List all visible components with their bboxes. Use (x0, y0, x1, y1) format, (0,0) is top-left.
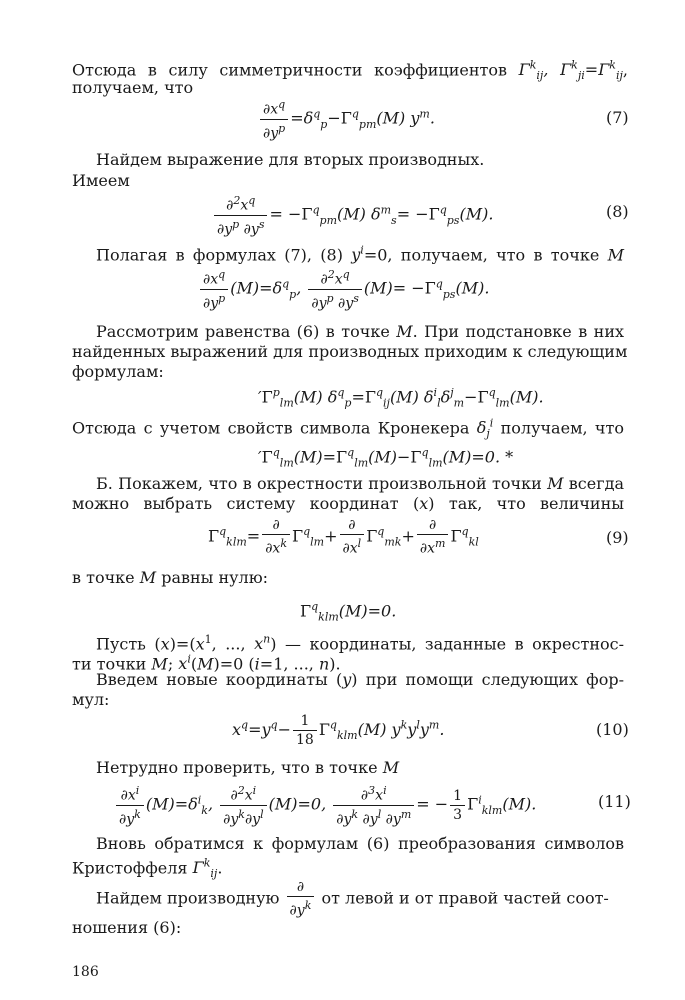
text-line-14: ти точки M; $x^i(M)=0$ (i=1, ..., n). (72, 653, 341, 674)
text-line-15: Введем новые координаты (y) при помощи следующих фор- (96, 670, 624, 689)
equation-gamma-prime: $'\Gamma^p_{lm}(M)$ $\delta^q_p=\Gamma^q_{ij}(M)$ $\delta^i_l\delta^j_m-\Gamma^q_{lm}(M)$. (258, 386, 544, 410)
equation-8: $\frac{\partial^2x^q}{\partial y^p \partial y^s}$ = $-\Gamma^q_{pm}(M)$ $\delta^m_s= -\Gamma^q_{ps}(M)$. (212, 192, 493, 238)
text-line-8: формулам: (72, 362, 164, 381)
equation-11: $\frac{\partial x^i}{\partial y^k}$ $(M)=\delta^i_k$, $\frac{\partial^2x^i}{\partial y^k\partial y^l}$ (M)=0, $\frac{\partial^3x^i}{\partial y^k \partial y^l \partial y^m}$ = − $\frac{1}{3}$ $\Gamma^i_{klm}(M)$. (114, 782, 536, 828)
text-line-16: мул: (72, 690, 110, 709)
text-line-9: Отсюда с учетом свойств символа Кронекера $\delta_j^i$ получаем, что (72, 417, 624, 441)
text-derivative-intro: Найдем производную (96, 888, 280, 908)
text-line-4: Имеем (72, 171, 130, 190)
equation-gamma-klm-zero: $\Gamma^q_{klm}(M)=0$. (300, 600, 397, 624)
text-line-6: Рассмотрим равенства (6) в точке M. При подстановке в них (96, 322, 625, 341)
text-line-19: Кристоффеля $\Gamma^k_{ij}$. (72, 857, 223, 881)
equation-at-point-m: $\frac{\partial x^q}{\partial y^p}$ $(M)=\delta^q_p$, $\frac{\partial^2x^q}{\partial y^p \partial y^s}$ $(M)= -\Gamma^q_{ps}(M)$. (198, 266, 489, 312)
text-line-7: найденных выражений для производных приходим к следующим (72, 342, 628, 361)
text-line-1: Отсюда в силу симметричности коэффициентов $\Gamma^k_{ij}$, $\Gamma^k_{ji}=\Gamma^k_{ij}$, (72, 59, 628, 83)
text-line-2: получаем, что (72, 78, 194, 97)
partial-derivative-dy-k: $\frac{\partial}{\partial y^k}$ (287, 878, 315, 920)
equation-10: $x^q=y^q-$ $\frac{1}{18}$ $\Gamma^q_{klm}(M)$ $y^ky^ly^m$. (232, 713, 445, 748)
text-line-11: можно выбрать систему координат (x) так, что величины (72, 494, 624, 513)
text-line-18: Вновь обратимся к формулам (6) преобразования символов (96, 834, 624, 853)
text-line-10: Б. Покажем, что в окрестности произвольной точки M всегда (96, 474, 625, 493)
text-line-13: Пусть $(x)=(x^1$, ..., $x^n$) — координаты, заданные в окрестнос- (96, 633, 624, 654)
equation-9: $\Gamma^q_{klm}=$ $\frac{\partial}{\partial x^k}$ $\Gamma^q_{lm}+$ $\frac{\partial}{\partial x^l}$ $\Gamma^q_{mk}+$ $\frac{\partial}{\partial x^m}$ $\Gamma^q_{kl}$ (208, 517, 479, 557)
page-number: 186 (72, 964, 99, 980)
text-line-22: ношения (6): (72, 918, 182, 937)
equation-7: $\frac{\partial x^q}{\partial y^p}$ $=\delta^q_p-\Gamma^q_{pm}(M)$ $y^m$. (258, 96, 435, 142)
equation-number-9: (9) (606, 528, 629, 547)
equation-number-8: (8) (606, 202, 629, 221)
equation-number-11: (11) (598, 792, 631, 811)
text-line-17: Нетрудно проверить, что в точке M (96, 758, 400, 777)
equation-number-10: (10) (596, 720, 629, 739)
text-line-20 (96, 878, 624, 920)
equation-number-7: (7) (606, 108, 629, 127)
text-line-5: Полагая в формулах (7), (8) $y^i=0$, получаем, что в точке M (96, 244, 624, 265)
text-line-3: Найдем выражение для вторых производных. (96, 150, 485, 169)
text-line-12: в точке M равны нулю: (72, 568, 269, 587)
equation-gamma-zero: $'\Gamma^q_{lm}(M)=\Gamma^q_{lm}(M)-\Gamma^q_{lm}(M)=0$. * (258, 446, 514, 470)
text-derivative-rest: от левой и от правой частей соот- (321, 888, 609, 908)
